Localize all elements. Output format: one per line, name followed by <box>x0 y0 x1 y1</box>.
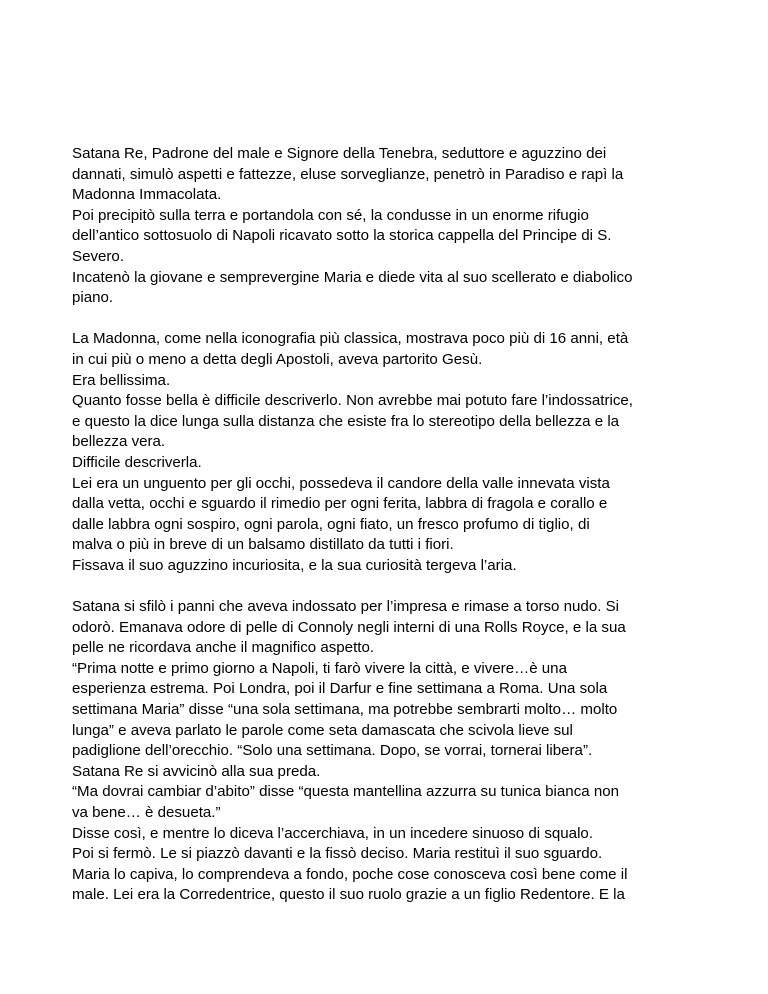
text-line: Satana si sfilò i panni che aveva indossato per l’impresa e rimase a torso nudo. Si <box>72 598 620 616</box>
text-line: esperienza estrema. Poi Londra, poi il Darfur e fine settimana a Roma. Una sola <box>72 680 608 698</box>
text-line: dalle labbra ogni sospiro, ogni parola, ogni fiato, un fresco profumo di tiglio, di <box>72 515 590 533</box>
text-line: Era bellissima. <box>72 371 171 389</box>
text-line: dannati, simulò aspetti e fattezze, eluse sorveglianze, penetrò in Paradiso e rapì la <box>72 165 624 183</box>
text-line: va bene… è desueta.” <box>72 804 221 821</box>
text-line: Lei era un unguento per gli occhi, possedeva il candore della valle innevata vista <box>72 474 610 492</box>
text-line: Severo. <box>72 247 125 265</box>
document-body <box>72 144 712 906</box>
text-line: Poi si fermò. Le si piazzò davanti e la fissò deciso. Maria restituì il suo sguardo. <box>72 845 603 863</box>
text-line: male. Lei era la Corredentrice, questo il suo ruolo grazie a un figlio Redentore. E la <box>72 886 625 904</box>
text-line: Satana Re, Padrone del male e Signore della Tenebra, seduttore e aguzzino dei <box>72 145 607 162</box>
text-line: Disse così, e mentre lo diceva l’accerchiava, in un incedere sinuoso di squalo. <box>72 824 594 842</box>
text-line: e questo la dice lunga sulla distanza che esiste fra lo stereotipo della bellezza e la <box>72 412 620 430</box>
text-line: bellezza vera. <box>72 433 166 451</box>
text-line: malva o più in breve di un balsamo distillato da tutti i fiori. <box>72 536 454 554</box>
text-line: Satana Re si avvicinò alla sua preda. <box>72 762 321 780</box>
text-line: settimana Maria” disse “una sola settimana, ma potrebbe sembrarti molto… molto <box>72 701 618 719</box>
text-line: padiglione dell’orecchio. “Solo una settimana. Dopo, se vorrai, tornerai libera”. <box>72 742 593 760</box>
text-line: odorò. Emanava odore di pelle di Connoly negli interni di una Rolls Royce, e la sua <box>72 618 626 636</box>
text-line: Difficile descriverla. <box>72 453 202 471</box>
text-line: in cui più o meno a detta degli Apostoli, aveva partorito Gesù. <box>72 350 483 368</box>
text-line: Poi precipitò sulla terra e portandola con sé, la condusse in un enorme rifugio <box>72 206 589 224</box>
text-line: lunga” e aveva parlato le parole come seta damascata che scivola lieve sul <box>72 721 573 739</box>
text-line: Maria lo capiva, lo comprendeva a fondo, poche cose conosceva così bene come il <box>72 865 628 883</box>
text-line: “Prima notte e primo giorno a Napoli, ti farò vivere la città, e vivere…è una <box>72 659 567 677</box>
text-line: La Madonna, come nella iconografia più classica, mostrava poco più di 16 anni, età <box>72 330 629 348</box>
text-line: Madonna Immacolata. <box>72 186 222 204</box>
text-line: piano. <box>72 289 114 307</box>
paragraph <box>72 597 712 906</box>
text-line: pelle ne ricordava anche il magnifico aspetto. <box>72 639 375 657</box>
paragraph <box>72 144 712 309</box>
text-line: Fissava il suo aguzzino incuriosita, e la sua curiosità tergeva l’aria. <box>72 556 517 574</box>
text-line: dalla vetta, occhi e sguardo il rimedio per ogni ferita, labbra di fragola e corallo e <box>72 495 608 513</box>
paragraph <box>72 329 712 576</box>
text-line: Incatenò la giovane e semprevergine Maria e diede vita al suo scellerato e diabolico <box>72 268 633 286</box>
text-line: Quanto fosse bella è difficile descriverlo. Non avrebbe mai potuto fare l’indossatrice, <box>72 392 634 410</box>
text-line: “Ma dovrai cambiar d’abito” disse “questa mantellina azzurra su tunica bianca non <box>72 783 620 801</box>
text-line: dell’antico sottosuolo di Napoli ricavato sotto la storica cappella del Principe di S. <box>72 227 612 245</box>
